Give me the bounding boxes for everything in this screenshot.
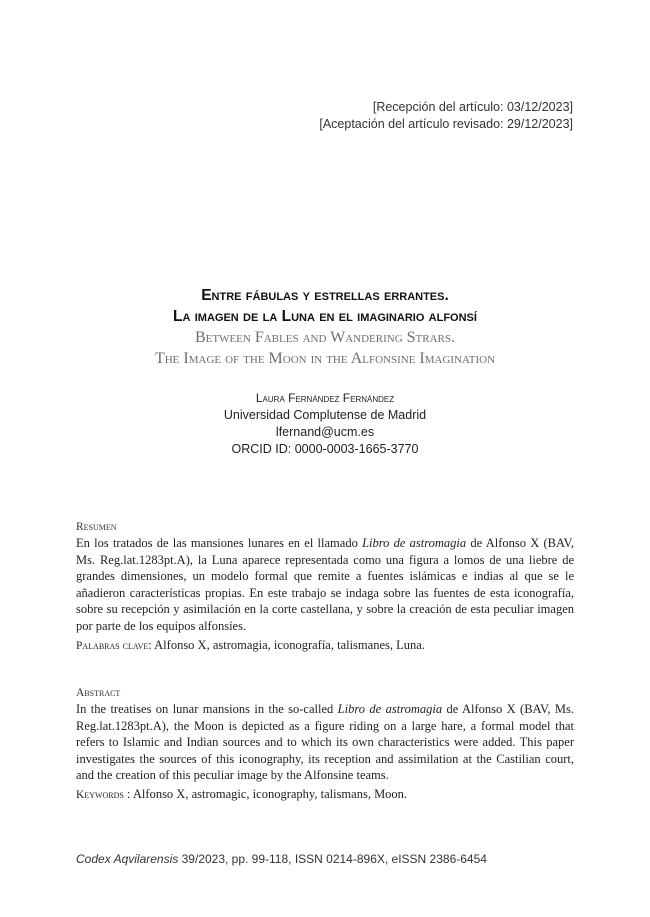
title-en-line1: Between Fables and Wandering Strars.	[194, 329, 456, 346]
title-block	[0, 285, 650, 369]
abstract-section	[76, 686, 574, 804]
title-es-line2: La imagen de la Luna en el imaginario alfonsí	[173, 308, 477, 325]
article-dates	[319, 99, 573, 133]
abstract-label: Abstract	[76, 687, 121, 699]
author-block	[0, 390, 650, 458]
resumen-label: Resumen	[76, 521, 117, 533]
resumen-keywords	[76, 637, 574, 655]
abstract-keywords-label: Keywords	[76, 788, 124, 801]
abstract-keywords-list: : Alfonso X, astromagic, iconography, talismans, Moon.	[123, 786, 408, 801]
abstract-italic-title: Libro de astromagia	[337, 702, 443, 716]
abstract-text-end: de Alfonso X (BAV, Ms. Reg.lat.1283pt.A), the Moon is depicted as a figure riding on a large hare, a formal model that refers to Islamic and Indian sources and to which its own characteristics were added. This paper investigates the sources of this iconography, its reception and assimilation at the Castilian court, and the creation of this peculiar image by the Alfonsine teams.	[76, 702, 574, 783]
abstract-text-start: In the treatises on lunar mansions in the so-called	[76, 702, 338, 716]
abstract-text	[76, 701, 574, 784]
resumen-text	[76, 535, 574, 635]
resumen-text-end: de Alfonso X (BAV, Ms. Reg.lat.1283pt.A), la Luna aparece representada como una figura a lomos de una liebre de grandes dimensiones, un modelo formal que remite a fuentes islámicas e indias al que se le añadieron características propias. En este trabajo se indaga sobre las fuentes de esta iconografía, sobre su recepción y asimilación en la corte castellana, y sobre la creación de esta peculiar imagen por parte de los equipos alfonsíes.	[76, 536, 574, 633]
resumen-section	[76, 520, 574, 654]
author-email: lfernand@ucm.es	[275, 425, 375, 439]
accepted-date: [Aceptación del artículo revisado: 29/12/2023]	[319, 117, 573, 131]
journal-citation: 39/2023, pp. 99-118, ISSN 0214-896X, eISSN 2386-6454	[178, 852, 487, 866]
author-orcid: ORCID ID: 0000-0003-1665-3770	[231, 442, 419, 456]
title-en-line2: The Image of the Moon in the Alfonsine Imagination	[154, 350, 496, 367]
resumen-keywords-list: : Alfonso X, astromagia, iconografía, talismanes, Luna.	[148, 637, 425, 652]
resumen-italic-title: Libro de astromagia	[362, 536, 467, 550]
journal-name: Codex Aqvilarensis	[76, 852, 179, 866]
resumen-keywords-label: Palabras clave	[76, 639, 149, 652]
resumen-text-start: En los tratados de las mansiones lunares en el llamado	[76, 536, 363, 550]
received-date: [Recepción del artículo: 03/12/2023]	[372, 100, 573, 114]
author-affiliation: Universidad Complutense de Madrid	[223, 408, 427, 422]
page-footer	[76, 852, 487, 866]
author-name: Laura Fernández Fernández	[255, 391, 395, 405]
title-es-line1: Entre fábulas y estrellas errantes.	[201, 287, 449, 304]
abstract-keywords	[76, 786, 574, 804]
